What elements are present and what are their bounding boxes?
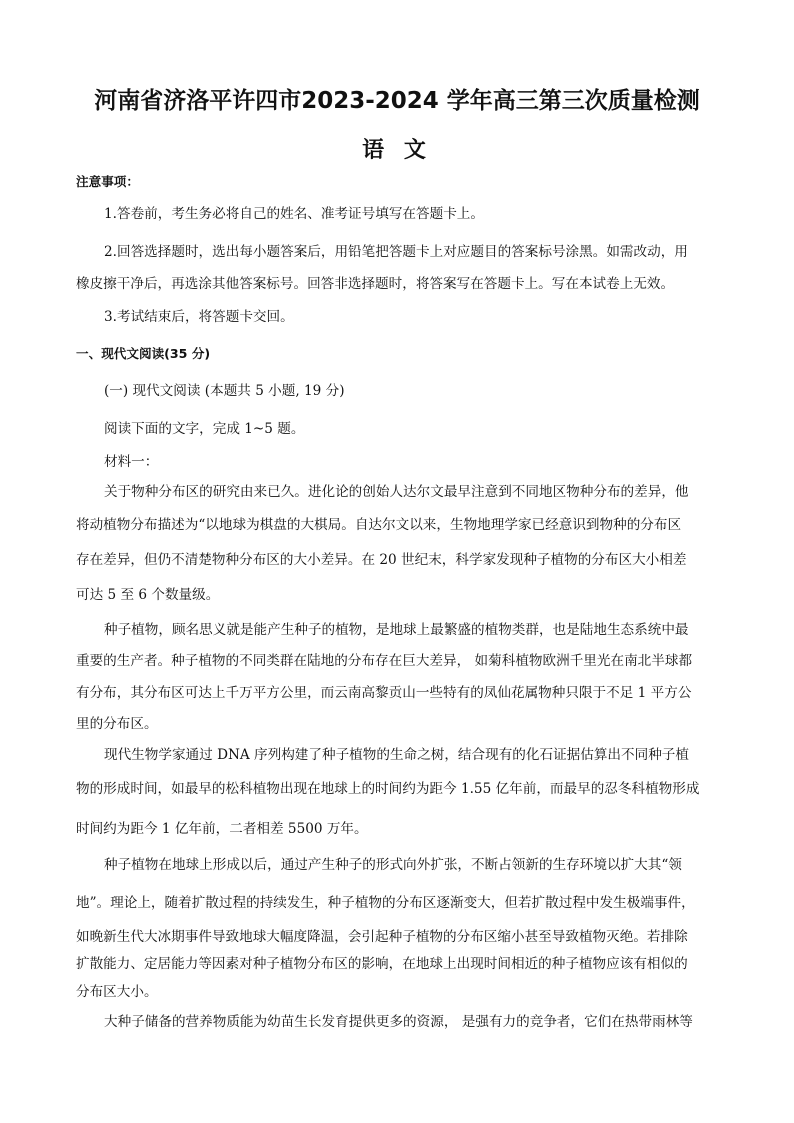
subject-title: 语 文 xyxy=(362,138,432,163)
material-label: 材料一： xyxy=(104,454,159,470)
passage-line: 可达 5 至 6 个数量级。 xyxy=(76,587,220,603)
passage-line: 现代生物学家通过 DNA 序列构建了种子植物的生命之树，结合现有的化石证据估算出不同种子植 xyxy=(104,747,689,763)
section-heading: 一、现代文阅读(35 分) xyxy=(76,346,211,361)
passage-line: 关于物种分布区的研究由来已久。进化论的创始人达尔文最早注意到不同地区物种分布的差异，他 xyxy=(104,484,689,500)
passage-line: 分布区大小。 xyxy=(76,984,158,1000)
passage-line: 有分布，其分布区可达上千万平方公里，而云南高黎贡山一些特有的凤仙花属物种只限于不足 1 平方公 xyxy=(76,685,692,701)
passage-line: 里的分布区。 xyxy=(76,716,158,732)
notice-item-1: 1.答卷前，考生务必将自己的姓名、准考证号填写在答题卡上。 xyxy=(104,206,484,222)
passage-line: 时间约为距今 1 亿年前，二者相差 5500 万年。 xyxy=(76,821,368,837)
notice-heading: 注意事项： xyxy=(76,174,139,189)
passage-line: 地”。理论上，随着扩散过程的持续发生，种子植物的分布区逐渐变大，但若扩散过程中发生极端事件， xyxy=(76,895,695,911)
passage-line: 大种子储备的营养物质能为幼苗生长发育提供更多的资源， 是强有力的竞争者，它们在热带雨林等 xyxy=(104,1014,693,1030)
passage-line: 种子植物，顾名思义就是能产生种子的植物，是地球上最繁盛的植物类群，也是陆地生态系统中最 xyxy=(104,622,689,638)
reading-instruction: 阅读下面的文字，完成 1~5 题。 xyxy=(104,421,305,437)
section-sub-heading: (一) 现代文阅读 (本题共 5 小题, 19 分) xyxy=(104,383,345,399)
notice-item-3: 3.考试结束后，将答题卡交回。 xyxy=(104,309,294,325)
notice-item-2-line-1: 2.回答选择题时，选出每小题答案后，用铅笔把答题卡上对应题目的答案标号涂黑。如需改动，用 xyxy=(104,244,688,260)
passage-line: 物的形成时间，如最早的松科植物出现在地球上的时间约为距今 1.55 亿年前，而最早的忍冬科植物形成 xyxy=(76,781,700,797)
document-title: 河南省济洛平许四市2023-2024 学年高三第三次质量检测 xyxy=(94,88,700,114)
passage-line: 存在差异，但仍不清楚物种分布区的大小差异。在 20 世纪末，科学家发现种子植物的分布区大小相差 xyxy=(76,552,687,568)
passage-line: 扩散能力、定居能力等因素对种子植物分布区的影响，在地球上出现时间相近的种子植物应该有相似的 xyxy=(76,956,688,972)
passage-line: 重要的生产者。种子植物的不同类群在陆地的分布存在巨大差异， 如菊科植物欧洲千里光在南北半球都 xyxy=(76,653,693,669)
passage-line: 种子植物在地球上形成以后，通过产生种子的形式向外扩张，不断占领新的生存环境以扩大其“领 xyxy=(104,857,682,873)
passage-line: 将动植物分布描述为“以地球为棋盘的大棋局。自达尔文以来，生物地理学家已经意识到物种的分布区 xyxy=(76,517,682,533)
notice-item-2-line-2: 橡皮擦干净后，再选涂其他答案标号。回答非选择题时，将答案写在答题卡上。写在本试卷上无效。 xyxy=(76,276,675,292)
passage-line: 如晚新生代大冰期事件导致地球大幅度降温，会引起种子植物的分布区缩小甚至导致植物灭绝。若排除 xyxy=(76,929,688,945)
